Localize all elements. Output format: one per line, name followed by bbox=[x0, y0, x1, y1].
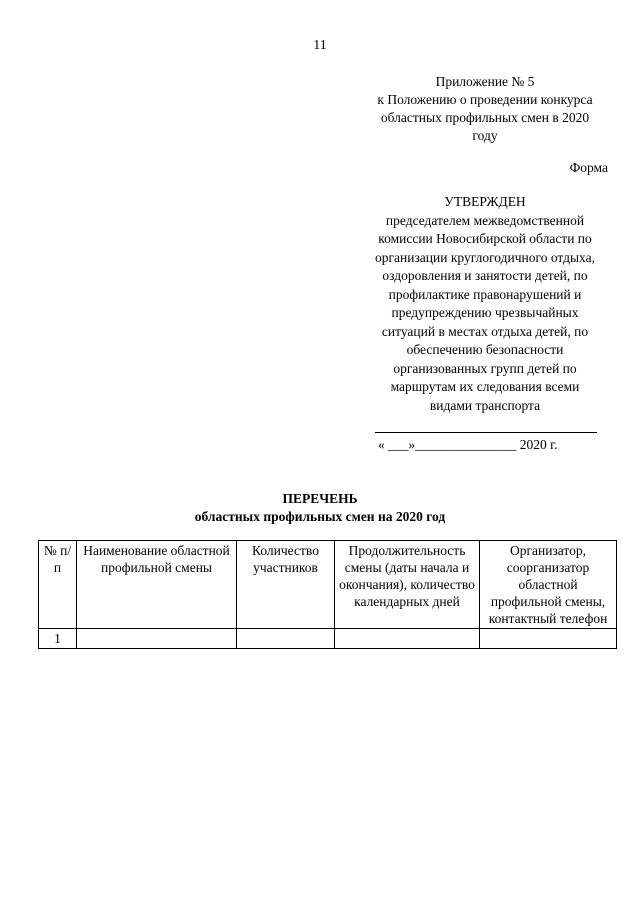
approval-line: маршрутам их следования всеми bbox=[390, 379, 580, 394]
appendix-line: к Положению о проведении конкурса bbox=[377, 92, 593, 107]
approval-line: организованных групп детей по bbox=[393, 360, 577, 376]
signature-line bbox=[375, 432, 597, 433]
appendix-line: областных профильных смен в 2020 bbox=[380, 110, 590, 125]
page-number: 11 bbox=[313, 38, 327, 53]
appendix-block bbox=[345, 73, 625, 145]
table-header-row bbox=[39, 541, 617, 629]
approval-line: председателем межведомственной bbox=[385, 212, 585, 228]
cell-number: 1 bbox=[39, 629, 77, 649]
title-main: ПЕРЕЧЕНЬ bbox=[282, 491, 358, 506]
approval-line: комиссии Новосибирской области по bbox=[378, 231, 592, 246]
cell-organizer bbox=[480, 629, 617, 649]
col-header-name: Наименование областной профильной смены bbox=[77, 541, 237, 629]
cell-duration bbox=[335, 629, 480, 649]
approval-line: организации круглогодичного отдыха, bbox=[375, 249, 595, 265]
col-header-participants: Количество участников bbox=[237, 541, 335, 629]
appendix-line: Приложение № 5 bbox=[435, 74, 535, 89]
appendix-line: году bbox=[472, 128, 498, 143]
col-header-organizer: Организатор, соорганизатор областной профильной смены, контактный телефон bbox=[480, 541, 617, 629]
col-header-duration: Продолжительность смены (даты начала и окончания), количество календарных дней bbox=[335, 541, 480, 629]
approval-line: обеспечению безопасности bbox=[406, 342, 564, 357]
approval-date-line: « ___»_______________ 2020 г. bbox=[378, 437, 558, 452]
approval-block bbox=[345, 193, 625, 415]
table-row bbox=[39, 629, 617, 649]
approval-heading: УТВЕРЖДЕН bbox=[444, 194, 526, 209]
approval-line: видами транспорта bbox=[429, 397, 541, 413]
cell-name bbox=[77, 629, 237, 649]
title-sub: областных профильных смен на 2020 год bbox=[194, 509, 446, 524]
approval-line: оздоровления и занятости детей, по bbox=[382, 268, 588, 283]
shifts-table bbox=[38, 540, 617, 649]
cell-participants bbox=[237, 629, 335, 649]
form-label: Форма bbox=[569, 160, 608, 175]
col-header-number: № п/п bbox=[39, 541, 77, 629]
approval-line: профилактике правонарушений и bbox=[388, 286, 582, 302]
approval-line: предупреждению чрезвычайных bbox=[391, 305, 579, 320]
approval-line: ситуаций в местах отдыха детей, по bbox=[381, 323, 589, 339]
document-title bbox=[0, 490, 640, 526]
